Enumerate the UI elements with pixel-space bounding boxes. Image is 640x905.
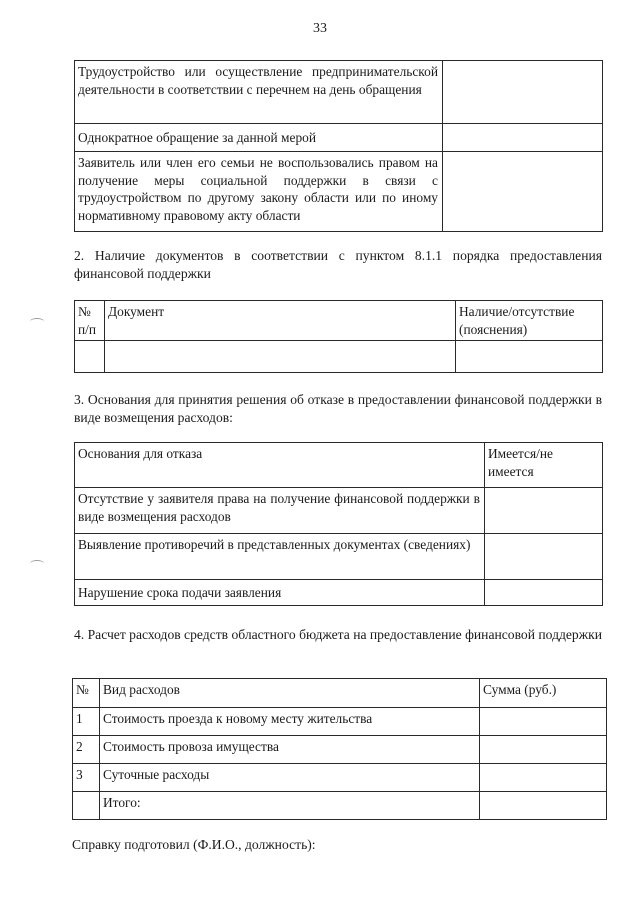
number-cell (73, 792, 100, 820)
table-header-row (75, 443, 603, 488)
expense-type-cell: Стоимость провоза имущества (100, 736, 480, 764)
number-cell[interactable] (75, 341, 105, 373)
sum-cell[interactable] (480, 736, 607, 764)
column-header-sum: Сумма (руб.) (480, 679, 607, 708)
expense-type-cell: Стоимость проезда к новому месту жительства (100, 708, 480, 736)
scan-mark (30, 560, 44, 567)
table-row (75, 124, 603, 152)
criteria-cell: Трудоустройство или осуществление предпринимательской деятельности в соответствии с перечнем на день обращения (75, 61, 443, 124)
table-row (75, 534, 603, 580)
criteria-table (74, 60, 603, 232)
table-header-row (73, 679, 607, 708)
reason-cell: Выявление противоречий в представленных документах (сведениях) (75, 534, 485, 580)
column-header-reason: Основания для отказа (75, 443, 485, 488)
number-cell: 1 (73, 708, 100, 736)
reason-cell: Нарушение срока подачи заявления (75, 580, 485, 606)
value-cell[interactable] (443, 124, 603, 152)
sum-cell[interactable] (480, 708, 607, 736)
availability-cell[interactable] (485, 488, 603, 534)
availability-cell[interactable] (485, 580, 603, 606)
table-row (73, 764, 607, 792)
value-cell[interactable] (443, 61, 603, 124)
section-2-heading: 2. Наличие документов в соответствии с пунктом 8.1.1 порядка предоставления финансовой поддержки (74, 248, 602, 281)
column-header-number: № п/п (75, 301, 105, 341)
value-cell[interactable] (443, 152, 603, 232)
column-header-expense-type: Вид расходов (100, 679, 480, 708)
table-row (75, 152, 603, 232)
expenses-table (72, 678, 607, 820)
sum-cell[interactable] (480, 764, 607, 792)
number-cell: 2 (73, 736, 100, 764)
total-label-cell: Итого: (100, 792, 480, 820)
total-sum-cell[interactable] (480, 792, 607, 820)
criteria-cell: Однократное обращение за данной мерой (75, 124, 443, 152)
section-3-heading: 3. Основания для принятия решения об отказе в предоставлении финансовой поддержки в виде возмещения расходов: (74, 392, 602, 425)
table-row (75, 341, 603, 373)
column-header-document: Документ (105, 301, 456, 341)
refusal-table (74, 442, 603, 606)
reason-cell: Отсутствие у заявителя права на получение финансовой поддержки в виде возмещения расходов (75, 488, 485, 534)
column-header-number: № (73, 679, 100, 708)
prepared-by-label: Справку подготовил (Ф.И.О., должность): (72, 837, 316, 852)
criteria-cell: Заявитель или член его семьи не воспользовались правом на получение меры социальной поддержки в связи с трудоустройством по другому закону области или по иному нормативному правовому акту области (75, 152, 443, 232)
table-total-row (73, 792, 607, 820)
table-header-row (75, 301, 603, 341)
document-cell[interactable] (105, 341, 456, 373)
number-cell: 3 (73, 764, 100, 792)
expense-type-cell: Суточные расходы (100, 764, 480, 792)
table-row (75, 488, 603, 534)
table-row (75, 580, 603, 606)
column-header-status: Наличие/отсутствие (пояснения) (456, 301, 603, 341)
status-cell[interactable] (456, 341, 603, 373)
section-4-heading: 4. Расчет расходов средств областного бюджета на предоставление финансовой поддержки (74, 627, 603, 642)
table-row (73, 736, 607, 764)
availability-cell[interactable] (485, 534, 603, 580)
documents-table (74, 300, 603, 373)
table-row (73, 708, 607, 736)
table-row (75, 61, 603, 124)
page-number: 33 (313, 21, 327, 36)
column-header-availability: Имеется/не имеется (485, 443, 603, 488)
scan-mark (30, 318, 44, 325)
